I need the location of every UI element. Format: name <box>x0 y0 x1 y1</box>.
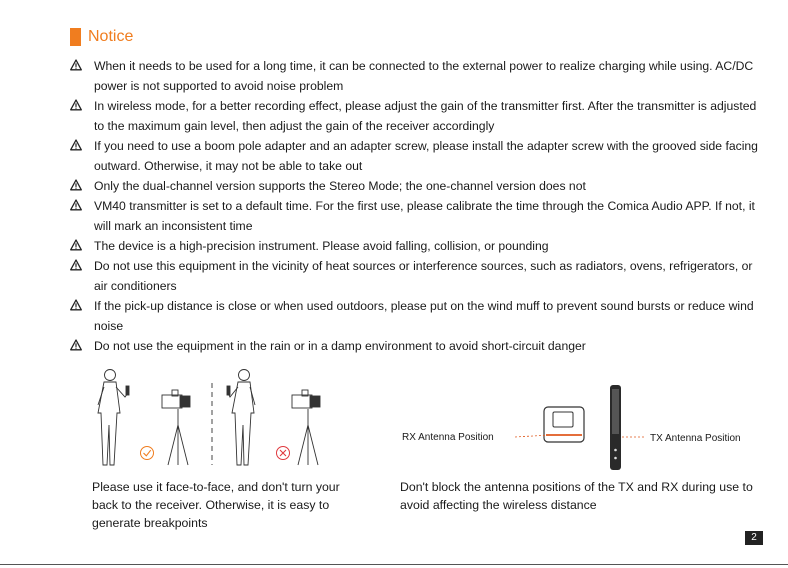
warning-icon <box>70 339 82 351</box>
notice-text: When it needs to be used for a long time, it can be connected to the external power to realize charging while using. AC/DC power is not supported to avoid noise problem <box>94 59 754 93</box>
receiver-device-illustration <box>544 407 584 442</box>
title-accent-bar <box>70 28 81 46</box>
person-facing-illustration <box>98 370 129 466</box>
tx-antenna-label: TX Antenna Position <box>650 433 741 444</box>
warning-icon <box>70 179 82 191</box>
rx-antenna-label: RX Antenna Position <box>402 432 494 443</box>
orientation-illustration <box>92 365 352 470</box>
notice-item <box>70 196 760 236</box>
warning-icon <box>70 139 82 151</box>
notice-item <box>70 96 760 136</box>
bottom-rule <box>0 564 788 565</box>
notice-text: If the pick-up distance is close or when used outdoors, please put on the wind muff to prevent sound bursts or reduce wind noise <box>94 299 754 333</box>
notice-text: The device is a high-precision instrument. Please avoid falling, collision, or pounding <box>94 239 549 253</box>
notice-item <box>70 56 760 96</box>
correct-icon <box>141 447 154 460</box>
page-number: 2 <box>745 531 763 545</box>
notice-item <box>70 296 760 336</box>
warning-icon <box>70 299 82 311</box>
notice-text: Only the dual-channel version supports the Stereo Mode; the one-channel version does not <box>94 179 586 193</box>
warning-icon <box>70 259 82 271</box>
notice-item <box>70 336 760 356</box>
person-back-turned-illustration <box>227 370 255 466</box>
notice-item <box>70 236 760 256</box>
notice-text: In wireless mode, for a better recording effect, please adjust the gain of the transmitter first. After the transmitter is adjusted to the maximum gain level, then adjust the gain of the receiver accordingly <box>94 99 757 133</box>
notice-text: If you need to use a boom pole adapter and an adapter screw, please install the adapter screw with the grooved side facing outward. Otherwise, it may not be able to take out <box>94 139 758 173</box>
warning-icon <box>70 199 82 211</box>
notice-text: VM40 transmitter is set to a default time. For the first use, please calibrate the time through the Comica Audio APP. If not, it will mark an inconsistent time <box>94 199 755 233</box>
page-title: Notice <box>88 28 134 45</box>
warning-icon <box>70 239 82 251</box>
left-figure-caption: Please use it face-to-face, and don't turn your back to the receiver. Otherwise, it is easy to generate breakpoints <box>92 480 340 530</box>
notice-list <box>70 56 760 356</box>
notice-item <box>70 176 760 196</box>
warning-icon <box>70 59 82 71</box>
warning-icon <box>70 99 82 111</box>
notice-text: Do not use the equipment in the rain or in a damp environment to avoid short-circuit danger <box>94 339 586 353</box>
tripod-receiver-illustration <box>162 390 190 465</box>
notice-item <box>70 136 760 176</box>
right-figure-caption: Don't block the antenna positions of the TX and RX during use to avoid affecting the wireless distance <box>400 480 753 512</box>
tripod-receiver-illustration <box>292 390 320 465</box>
notice-text: Do not use this equipment in the vicinity of heat sources or interference sources, such as radiators, ovens, refrigerators, or air conditioners <box>94 259 753 293</box>
notice-item <box>70 256 760 296</box>
antenna-illustration <box>400 380 770 470</box>
transmitter-device-illustration <box>610 385 621 470</box>
